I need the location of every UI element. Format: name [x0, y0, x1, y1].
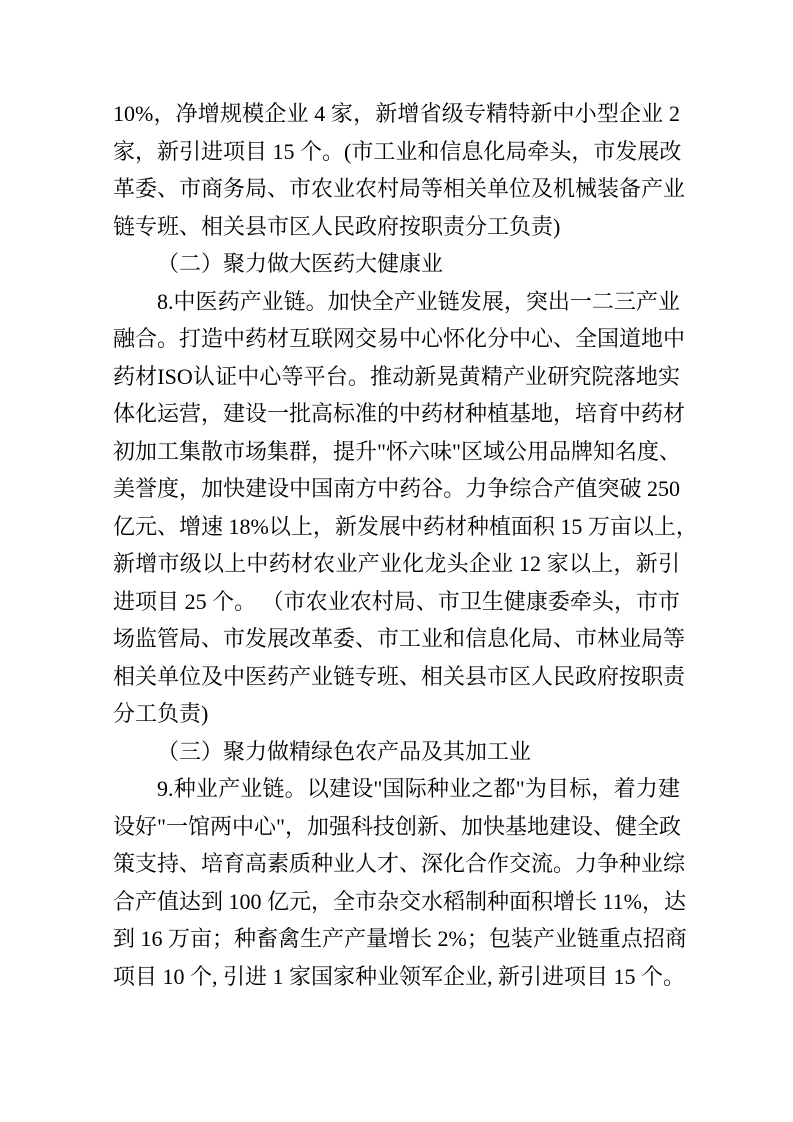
text-line: 融合。打造中药材互联网交易中心怀化分中心、全国道地中 — [113, 326, 686, 351]
text-line: 革委、市商务局、市农业农村局等相关单位及机械装备产业 — [113, 176, 686, 201]
text-line: 10%，净增规模企业 4 家，新增省级专精特新中小型企业 2 — [113, 101, 680, 126]
text-line: 分工负责) — [113, 701, 209, 726]
text-line: 药材ISO认证中心等平台。推动新晃黄精产业研究院落地实 — [113, 363, 680, 389]
text-line: 8.中医药产业链。加快全产业链发展，突出一二三产业 — [157, 288, 680, 314]
text-line: 设好"一馆两中心"，加强科技创新、加快基地建设、健全政 — [113, 813, 681, 839]
text-line: 进项目 25 个。 （市农业农村局、市卫生健康委牵头，市市 — [113, 588, 680, 614]
text-line: 项目 10 个, 引进 1 家国家种业领军企业, 新引进项目 15 个。 — [113, 963, 686, 989]
text-line: 相关单位及中医药产业链专班、相关县市区人民政府按职责 — [113, 663, 686, 689]
text-line: 体化运营，建设一批高标准的中药材种植基地，培育中药材 — [113, 401, 686, 426]
text-line: 9.种业产业链。以建设"国际种业之都"为目标，着力建 — [157, 776, 680, 801]
section-heading: （二）聚力做大医药大健康业 — [157, 251, 444, 276]
text-line: 到 16 万亩；种畜禽生产产量增长 2%；包装产业链重点招商 — [113, 926, 687, 951]
text-line: 初加工集散市场集群，提升"怀六味"区域公用品牌知名度、 — [113, 438, 681, 464]
text-line: 场监管局、市发展改革委、市工业和信息化局、市林业局等 — [113, 626, 686, 651]
section-heading: （三）聚力做精绿色农产品及其加工业 — [157, 738, 532, 764]
text-line: 新增市级以上中药材农业产业化龙头企业 12 家以上，新引 — [113, 551, 680, 576]
text-line: 链专班、相关县市区人民政府按职责分工负责) — [113, 213, 561, 239]
text-line: 亿元、增速 18%以上，新发展中药材种植面积 15 万亩以上， — [113, 513, 698, 539]
text-line: 家，新引进项目 15 个。(市工业和信息化局牵头，市发展改 — [113, 138, 682, 164]
document-text-block — [113, 95, 698, 995]
text-line: 合产值达到 100 亿元，全市杂交水稻制种面积增长 11%，达 — [113, 888, 687, 914]
text-line: 美誉度，加快建设中国南方中药谷。力争综合产值突破 250 — [113, 476, 680, 501]
text-line: 策支持、培育高素质种业人才、深化合作交流。力争种业综 — [113, 851, 686, 876]
